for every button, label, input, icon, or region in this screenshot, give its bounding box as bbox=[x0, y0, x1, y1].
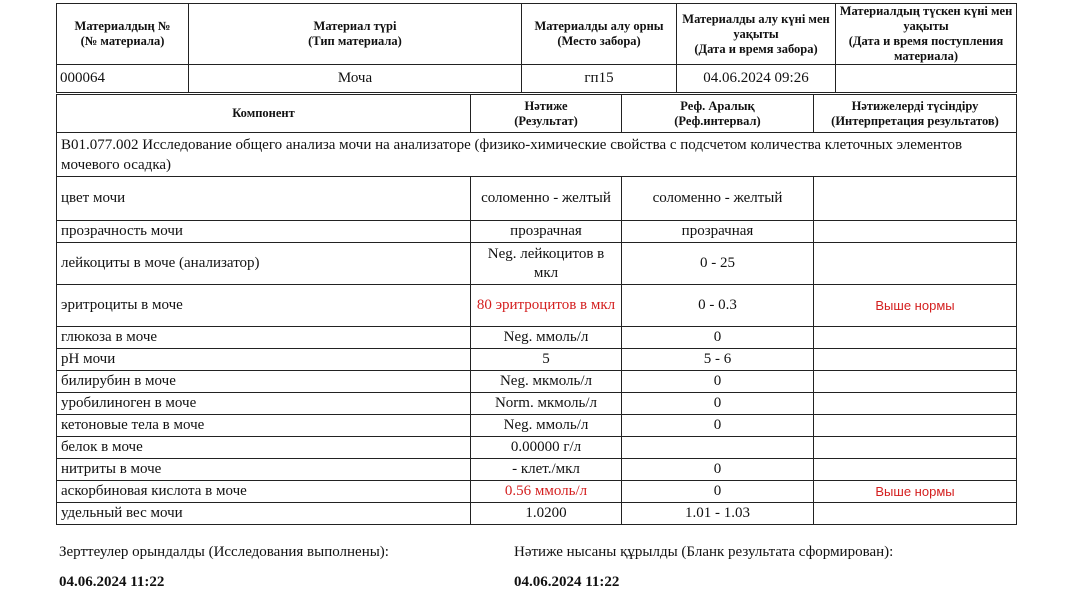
interpretation-value bbox=[814, 349, 1017, 371]
table-row bbox=[57, 221, 1017, 243]
ref-interval-value: соломенно - желтый bbox=[622, 177, 814, 221]
interpretation-value: Выше нормы bbox=[814, 481, 1017, 503]
material-no-header: Материалдың № (№ материала) bbox=[57, 4, 189, 65]
ref-interval-value: 0 - 0.3 bbox=[622, 285, 814, 327]
interpretation-value bbox=[814, 393, 1017, 415]
ref-interval-value bbox=[622, 437, 814, 459]
performed-label: Зерттеулер орындалды (Исследования выполнены): bbox=[59, 544, 389, 560]
table-row bbox=[57, 349, 1017, 371]
component-name: цвет мочи bbox=[57, 177, 471, 221]
ref-interval-value: 5 - 6 bbox=[622, 349, 814, 371]
results-rows bbox=[57, 177, 1017, 525]
interpretation-value bbox=[814, 177, 1017, 221]
ref-interval-header: Реф. Аралық (Реф.интервал) bbox=[622, 95, 814, 133]
results-header-row bbox=[57, 95, 1017, 133]
interpretation-value bbox=[814, 503, 1017, 525]
collection-time-value: 04.06.2024 09:26 bbox=[677, 65, 836, 93]
component-name: нитриты в моче bbox=[57, 459, 471, 481]
table-row bbox=[57, 393, 1017, 415]
material-type-header: Материал түрі (Тип материала) bbox=[189, 4, 522, 65]
table-row bbox=[57, 415, 1017, 437]
component-name: белок в моче bbox=[57, 437, 471, 459]
ref-interval-value: 0 bbox=[622, 459, 814, 481]
result-value: 0.00000 г/л bbox=[471, 437, 622, 459]
material-header-row bbox=[57, 4, 1017, 65]
component-name: эритроциты в моче bbox=[57, 285, 471, 327]
table-row bbox=[57, 459, 1017, 481]
interpretation-value bbox=[814, 371, 1017, 393]
table-row bbox=[57, 285, 1017, 327]
result-value: Norm. мкмоль/л bbox=[471, 393, 622, 415]
interpretation-value bbox=[814, 415, 1017, 437]
interpretation-value bbox=[814, 437, 1017, 459]
test-title-row bbox=[57, 133, 1017, 177]
ref-interval-value: 0 bbox=[622, 393, 814, 415]
collection-place-header: Материалды алу орны (Место забора) bbox=[522, 4, 677, 65]
material-info-table bbox=[56, 3, 1017, 93]
component-name: лейкоциты в моче (анализатор) bbox=[57, 243, 471, 285]
component-name: глюкоза в моче bbox=[57, 327, 471, 349]
table-row bbox=[57, 437, 1017, 459]
ref-interval-value: прозрачная bbox=[622, 221, 814, 243]
result-value: 1.0200 bbox=[471, 503, 622, 525]
component-name: pH мочи bbox=[57, 349, 471, 371]
material-type-value: Моча bbox=[189, 65, 522, 93]
ref-interval-value: 0 - 25 bbox=[622, 243, 814, 285]
ref-interval-value: 0 bbox=[622, 371, 814, 393]
interpretation-value bbox=[814, 221, 1017, 243]
material-values-row bbox=[57, 65, 1017, 93]
table-row bbox=[57, 481, 1017, 503]
collection-place-value: гп15 bbox=[522, 65, 677, 93]
result-value: соломенно - желтый bbox=[471, 177, 622, 221]
component-name: билирубин в моче bbox=[57, 371, 471, 393]
formed-date: 04.06.2024 11:22 bbox=[514, 574, 620, 590]
ref-interval-value: 0 bbox=[622, 481, 814, 503]
component-name: удельный вес мочи bbox=[57, 503, 471, 525]
component-header: Компонент bbox=[57, 95, 471, 133]
received-time-value bbox=[836, 65, 1017, 93]
result-value: - клет./мкл bbox=[471, 459, 622, 481]
material-no-value: 000064 bbox=[57, 65, 189, 93]
result-value: Neg. ммоль/л bbox=[471, 415, 622, 437]
table-row bbox=[57, 327, 1017, 349]
results-table bbox=[56, 94, 1017, 525]
result-value: 80 эритроцитов в мкл bbox=[471, 285, 622, 327]
component-name: кетоновые тела в моче bbox=[57, 415, 471, 437]
component-name: прозрачность мочи bbox=[57, 221, 471, 243]
result-header: Нәтиже (Результат) bbox=[471, 95, 622, 133]
table-row bbox=[57, 371, 1017, 393]
ref-interval-value: 0 bbox=[622, 327, 814, 349]
component-name: аскорбиновая кислота в моче bbox=[57, 481, 471, 503]
interpretation-value bbox=[814, 327, 1017, 349]
test-title: B01.077.002 Исследование общего анализа мочи на анализаторе (физико-химические свойства с подсчетом количества клеточных элементов мочевого осадка) bbox=[57, 133, 1017, 177]
performed-date: 04.06.2024 11:22 bbox=[59, 574, 165, 590]
component-name: уробилиноген в моче bbox=[57, 393, 471, 415]
result-value: 5 bbox=[471, 349, 622, 371]
table-row bbox=[57, 243, 1017, 285]
formed-label: Нәтиже нысаны құрылды (Бланк результата сформирован): bbox=[514, 544, 894, 560]
result-value: прозрачная bbox=[471, 221, 622, 243]
interpretation-value: Выше нормы bbox=[814, 285, 1017, 327]
received-time-header: Материалдың түскен күні мен уақыты (Дата и время поступления материала) bbox=[836, 4, 1017, 65]
result-value: 0.56 ммоль/л bbox=[471, 481, 622, 503]
ref-interval-value: 1.01 - 1.03 bbox=[622, 503, 814, 525]
ref-interval-value: 0 bbox=[622, 415, 814, 437]
table-row bbox=[57, 177, 1017, 221]
table-row bbox=[57, 503, 1017, 525]
result-value: Neg. ммоль/л bbox=[471, 327, 622, 349]
interpretation-value bbox=[814, 459, 1017, 481]
result-value: Neg. лейкоцитов в мкл bbox=[471, 243, 622, 285]
interpretation-header: Нәтижелерді түсіндіру (Интерпретация результатов) bbox=[814, 95, 1017, 133]
collection-time-header: Материалды алу күні мен уақыты (Дата и время забора) bbox=[677, 4, 836, 65]
interpretation-value bbox=[814, 243, 1017, 285]
result-value: Neg. мкмоль/л bbox=[471, 371, 622, 393]
